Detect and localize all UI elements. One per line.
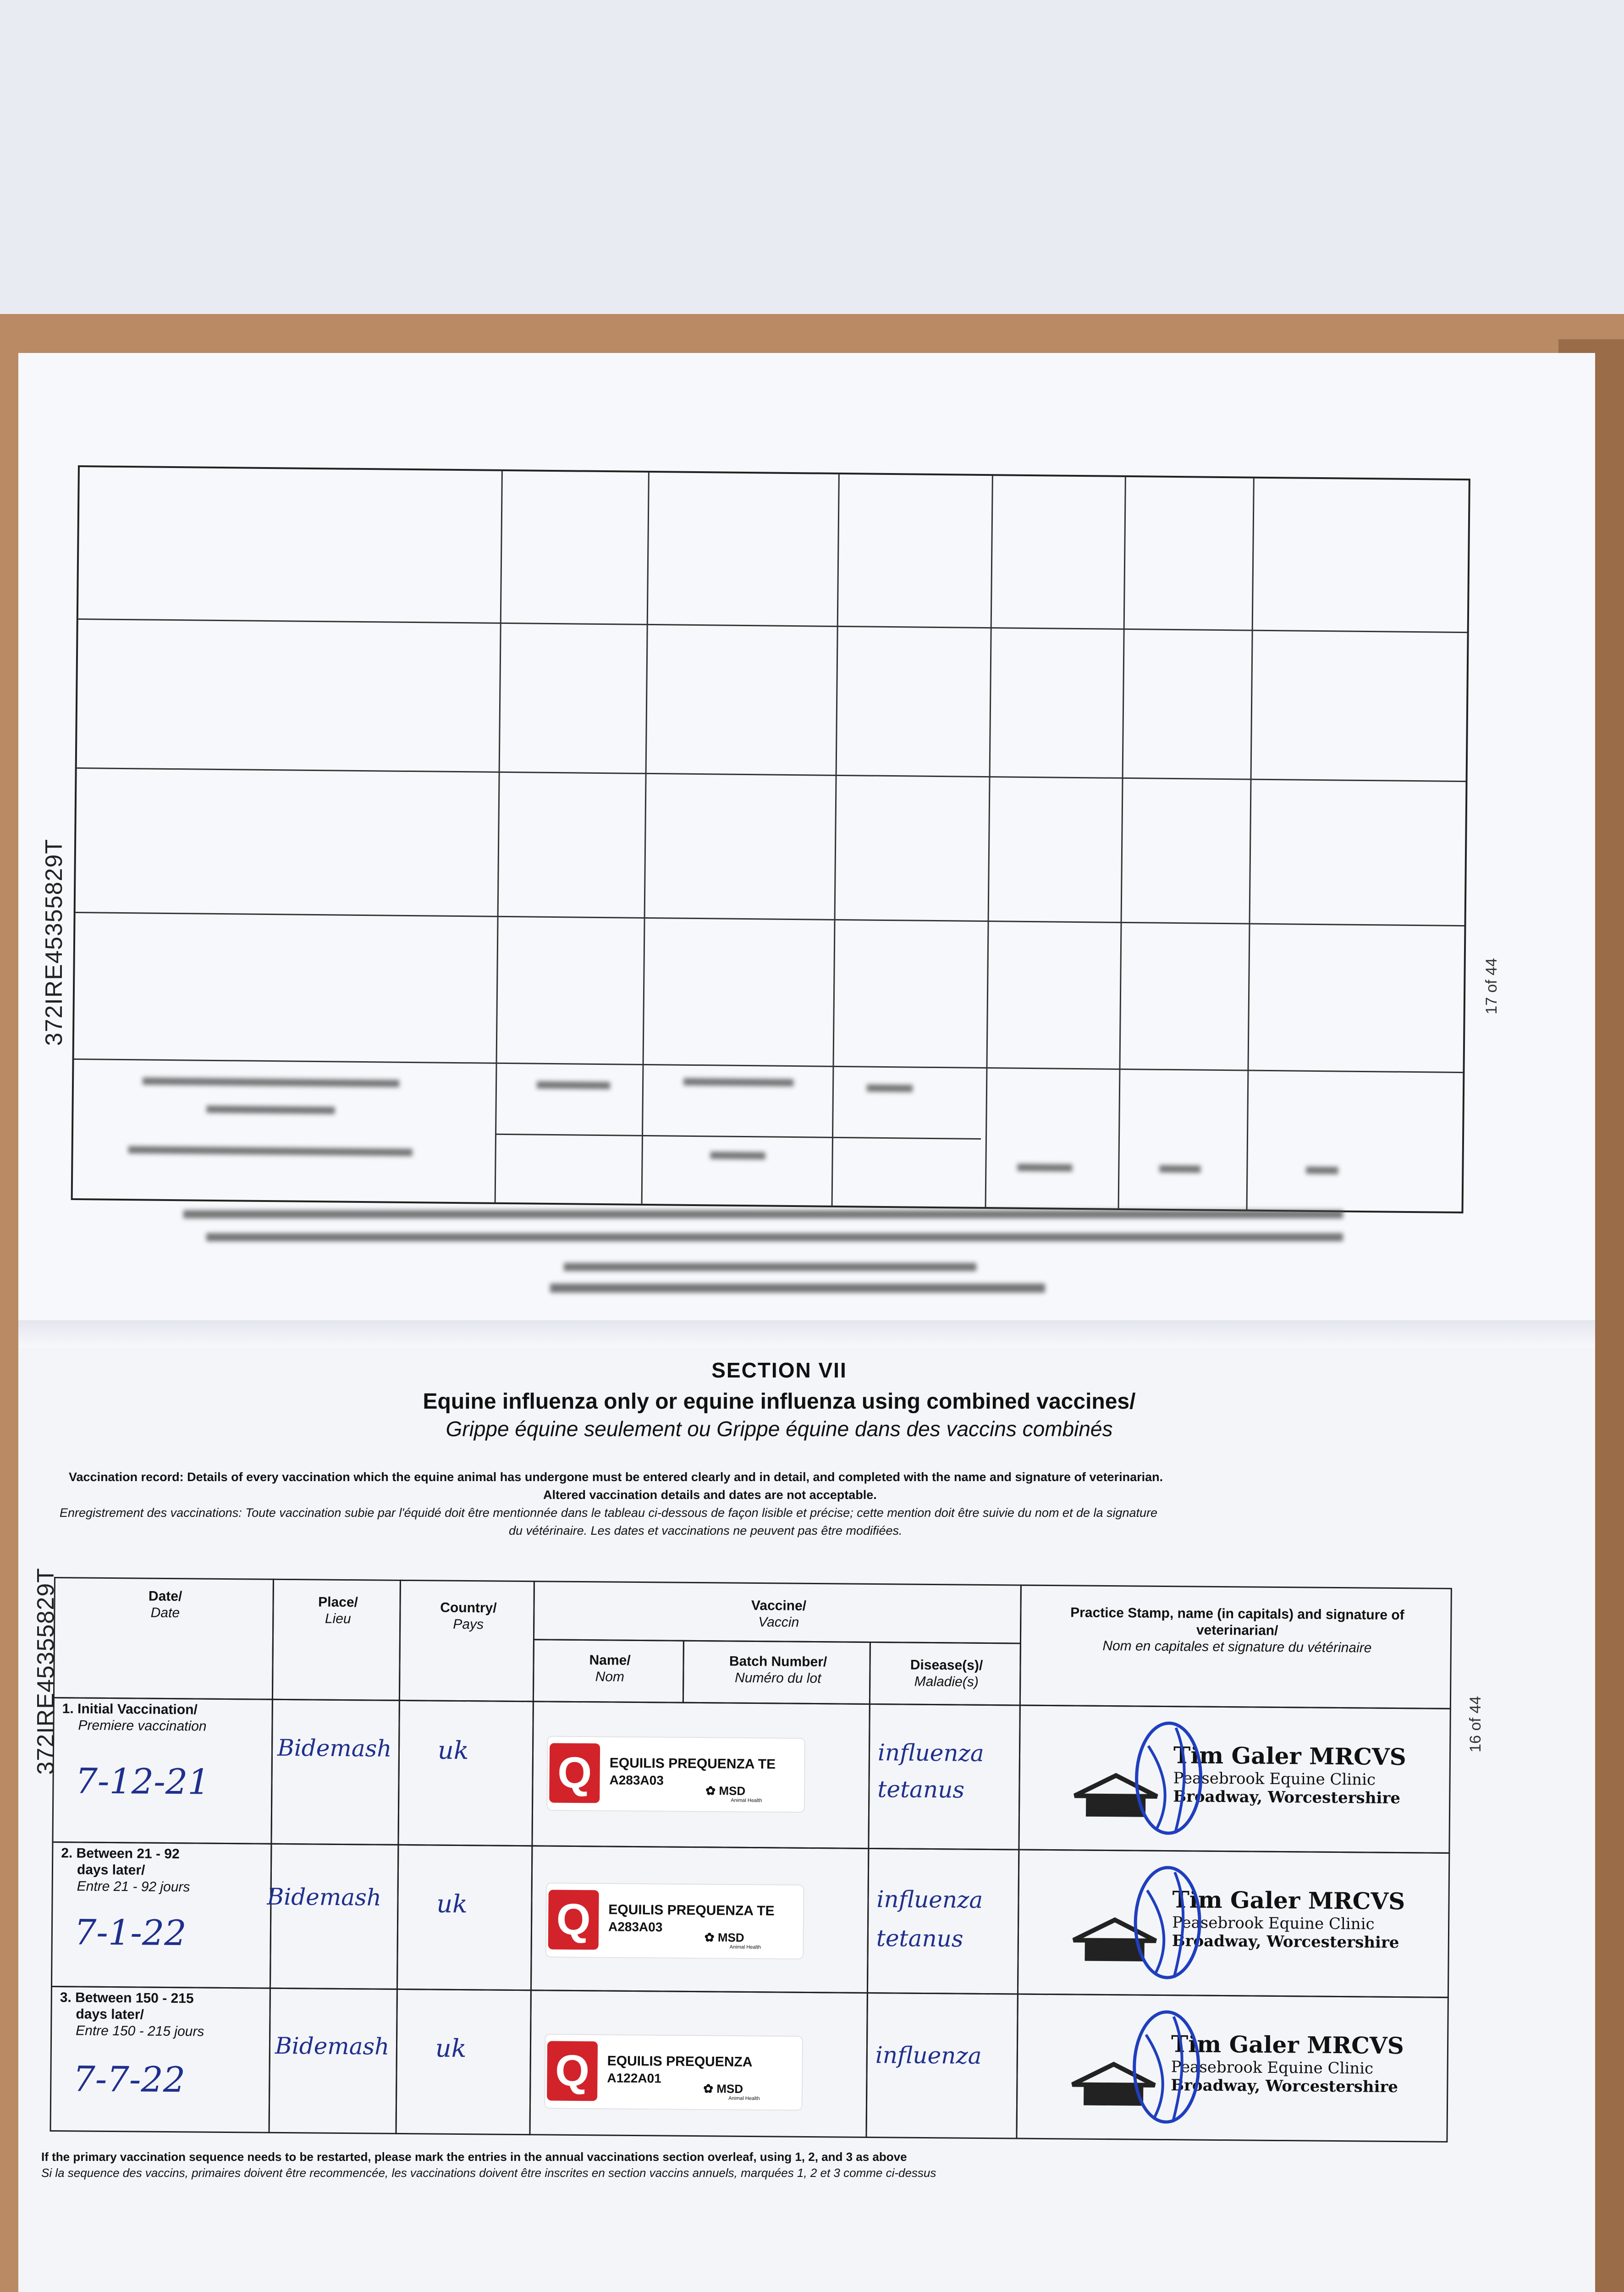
header-date: Date/ Date [53,1577,274,1700]
country-value: uk [435,2033,467,2063]
table-row: 2. Between 21 - 92 days later/ Entre 21 - 92 jours 7-1-22 Bidemash uk Q EQUILIS PREQUENZA TE A283A03 ✿ MSD Animal Health influenza tetanus Tim Galer MRCVS Peasebrook Equine Clinic Broadway, Worcestershire [54,1577,1452,1588]
place-value: Bidemash [275,2032,390,2060]
msd-logo: ✿ MSD [705,1784,746,1798]
batch-number: A283A03 [608,1919,663,1934]
header-stamp: Practice Stamp, name (in capitals) and signature of veterinarian/ Nom en capitales et signature du vétérinaire [1019,1585,1452,1709]
mirrored-text [550,1284,1045,1293]
serial-number-bottom: 372IRE4535582​9T [33,1568,59,1775]
vaccine-sticker: Q EQUILIS PREQUENZA TE A283A03 ✿ MSD Animal Health [546,1883,804,1958]
instructions-en-2: Altered vaccination details and dates are not acceptable. [543,1488,877,1502]
header-disease: Disease(s)/ Maladie(s) [869,1642,1021,1706]
date-value: 7-12-21 [75,1760,210,1802]
mirrored-text [564,1263,976,1271]
section-title: SECTION VII [711,1358,847,1382]
batch-number: A283A03 [609,1773,664,1788]
footnote-en: If the primary vaccination sequence needs to be restarted, please mark the entries in the annual vaccinations section overleaf, using 1, 2, and 3 as above [41,2150,907,2164]
disease-value: tetanus [876,1925,963,1952]
vaccination-table [50,1577,1452,2145]
date-value: 7-7-22 [73,2058,186,2100]
vaccine-name: EQUILIS PREQUENZA TE [609,1755,776,1772]
table-row: 3. Between 150 - 215 days later/ Entre 150 - 215 jours 7-7-22 Bidemash uk Q EQUILIS PREQUENZA A122A01 ✿ MSD Animal Health influenza Tim Galer MRCVS Peasebrook Equine Clinic Broadway, Worcestershire [54,1577,1452,1588]
disease-value: influenza [875,2042,982,2069]
passport-spine [18,1320,1595,1348]
vaccine-logo-icon: Q [547,2041,598,2101]
country-value: uk [437,1736,469,1765]
signature [1128,1862,1207,1982]
msd-logo: ✿ MSD [703,2082,743,2096]
vaccine-name: EQUILIS PREQUENZA [607,2053,753,2070]
signature [1127,2007,1206,2127]
page-number-top: 17 of 44 [1483,958,1500,1014]
section-heading-fr: Grippe équine seulement ou Grippe équine dans des vaccins combinés [446,1417,1113,1441]
instructions-en: Vaccination record: Details of every vaccination which the equine animal has undergone must be entered clearly and in detail, and completed with the name and signature of veterinarian. [69,1470,1163,1484]
vaccine-logo-icon: Q [548,1890,599,1950]
place-value: Bidemash [277,1734,392,1762]
msd-logo: ✿ MSD [704,1930,744,1945]
vaccine-sticker: Q EQUILIS PREQUENZA TE A283A03 ✿ MSD Animal Health [547,1736,804,1812]
footnote-fr: Si la sequence des vaccins, primaires doivent être recommencée, les vaccinations doivent être inscrites en section vaccins annuels, marquées 1, 2 et 3 comme ci-dessus [41,2166,936,2180]
serial-number-top: 372IRE4535582​9T [41,839,67,1046]
header-vaccine-name: Name/ Nom [533,1639,684,1703]
mirrored-text [183,1210,1343,1218]
place-value: Bidemash [267,1883,382,1911]
practice-stamp: Tim Galer MRCVS Peasebrook Equine Clinic Broadway, Worcestershire [1065,1722,1415,1844]
mirrored-text [206,1233,1343,1241]
signature [1129,1718,1208,1838]
vaccine-name: EQUILIS PREQUENZA TE [608,1902,775,1919]
practice-stamp: Tim Galer MRCVS Peasebrook Equine Clinic Broadway, Worcestershire [1064,1867,1413,1989]
disease-value: influenza [876,1886,983,1913]
section-heading: Equine influenza only or equine influenza using combined vaccines/ [423,1389,1136,1414]
date-value: 7-1-22 [74,1912,187,1954]
header-batch: Batch Number/ Numéro du lot [683,1640,871,1705]
disease-value: influenza [877,1739,984,1767]
vaccine-logo-icon: Q [549,1743,600,1803]
disease-value: tetanus [877,1776,965,1803]
page-number-bottom: 16 of 44 [1467,1696,1484,1752]
header-place: Place/ Lieu [272,1579,401,1701]
header-vaccine: Vaccine/ Vaccin [533,1581,1022,1644]
instructions-fr: Enregistrement des vaccinations: Toute vaccination subie par l'équidé doit être mentionnée dans le tableau ci-dessous de façon lisible et précise; cette mention doit être suivie du nom et de la signature [60,1506,1158,1520]
annual-vaccination-table-blank [71,465,1470,1213]
country-value: uk [436,1889,468,1919]
vaccine-sticker: Q EQUILIS PREQUENZA A122A01 ✿ MSD Animal Health [545,2034,802,2110]
practice-stamp: Tim Galer MRCVS Peasebrook Equine Clinic Broadway, Worcestershire [1063,2011,1412,2133]
instructions-fr-2: du vétérinaire. Les dates et vaccinations ne peuvent pas être modifiées. [509,1524,903,1537]
batch-number: A122A01 [607,2071,661,2086]
table-row: 1. Initial Vaccination/ Premiere vaccination 7-12-21 Bidemash uk Q EQUILIS PREQUENZA TE A283A03 ✿ MSD Animal Health influenza tetanus Tim Galer MRCVS Peasebrook Equine Clinic Broadway, Worcestershire [54,1577,1452,1588]
header-country: Country/ Pays [399,1580,535,1702]
